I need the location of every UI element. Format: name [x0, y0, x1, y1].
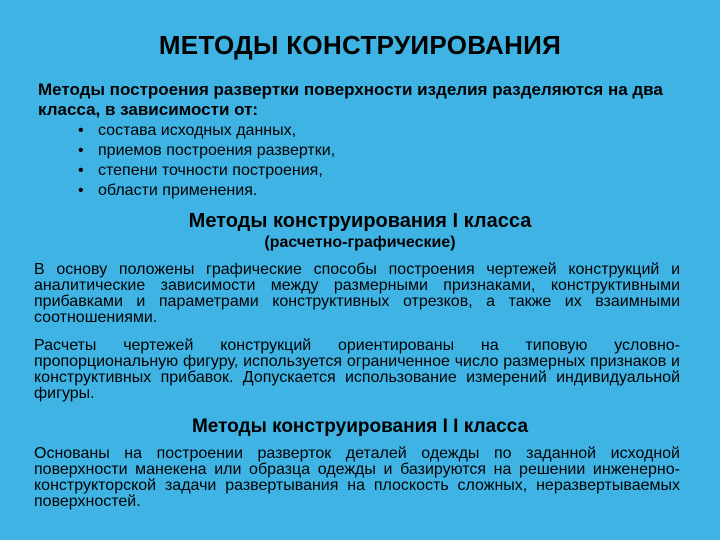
intro-text: Методы построения развертки поверхности изделия разделяются на два класса, в зависимости от: — [38, 80, 663, 119]
class1-paragraph-2: Расчеты чертежей конструкций ориентированы на типовую условно-пропорциональную фигуру, используется ограниченное число размерных признаков и конструктивных прибавок. Допускается использование измерений индивидуальной фигуры. — [34, 337, 680, 402]
slide-title: МЕТОДЫ КОНСТРУИРОВАНИЯ — [158, 30, 562, 60]
class1-paragraph-1: В основу положены графические способы построения чертежей конструкций и аналитические зависимости между размерными признаками, конструктивными прибавками и параметрами конструктивных отрезков, а также их взаимными соотношениями. — [34, 261, 680, 326]
criteria-list — [78, 121, 335, 201]
list-item: • степени точности построения, — [78, 161, 335, 181]
class1-heading: Методы конструирования I класса — [188, 210, 532, 232]
list-item: • области применения. — [78, 181, 335, 201]
class1-subheading: (расчетно-графические) — [264, 234, 456, 251]
list-item: • состава исходных данных, — [78, 121, 335, 141]
class2-heading: Методы конструирования I I класса — [191, 416, 529, 437]
list-item: • приемов построения развертки, — [78, 141, 335, 161]
class2-paragraph: Основаны на построении разверток деталей одежды по заданной исходной поверхности манекена или образца одежды и базируются на решении инженерно-конструкторской задачи развертывания на плоскость сложных, неразвертываемых поверхностей. — [34, 445, 680, 510]
